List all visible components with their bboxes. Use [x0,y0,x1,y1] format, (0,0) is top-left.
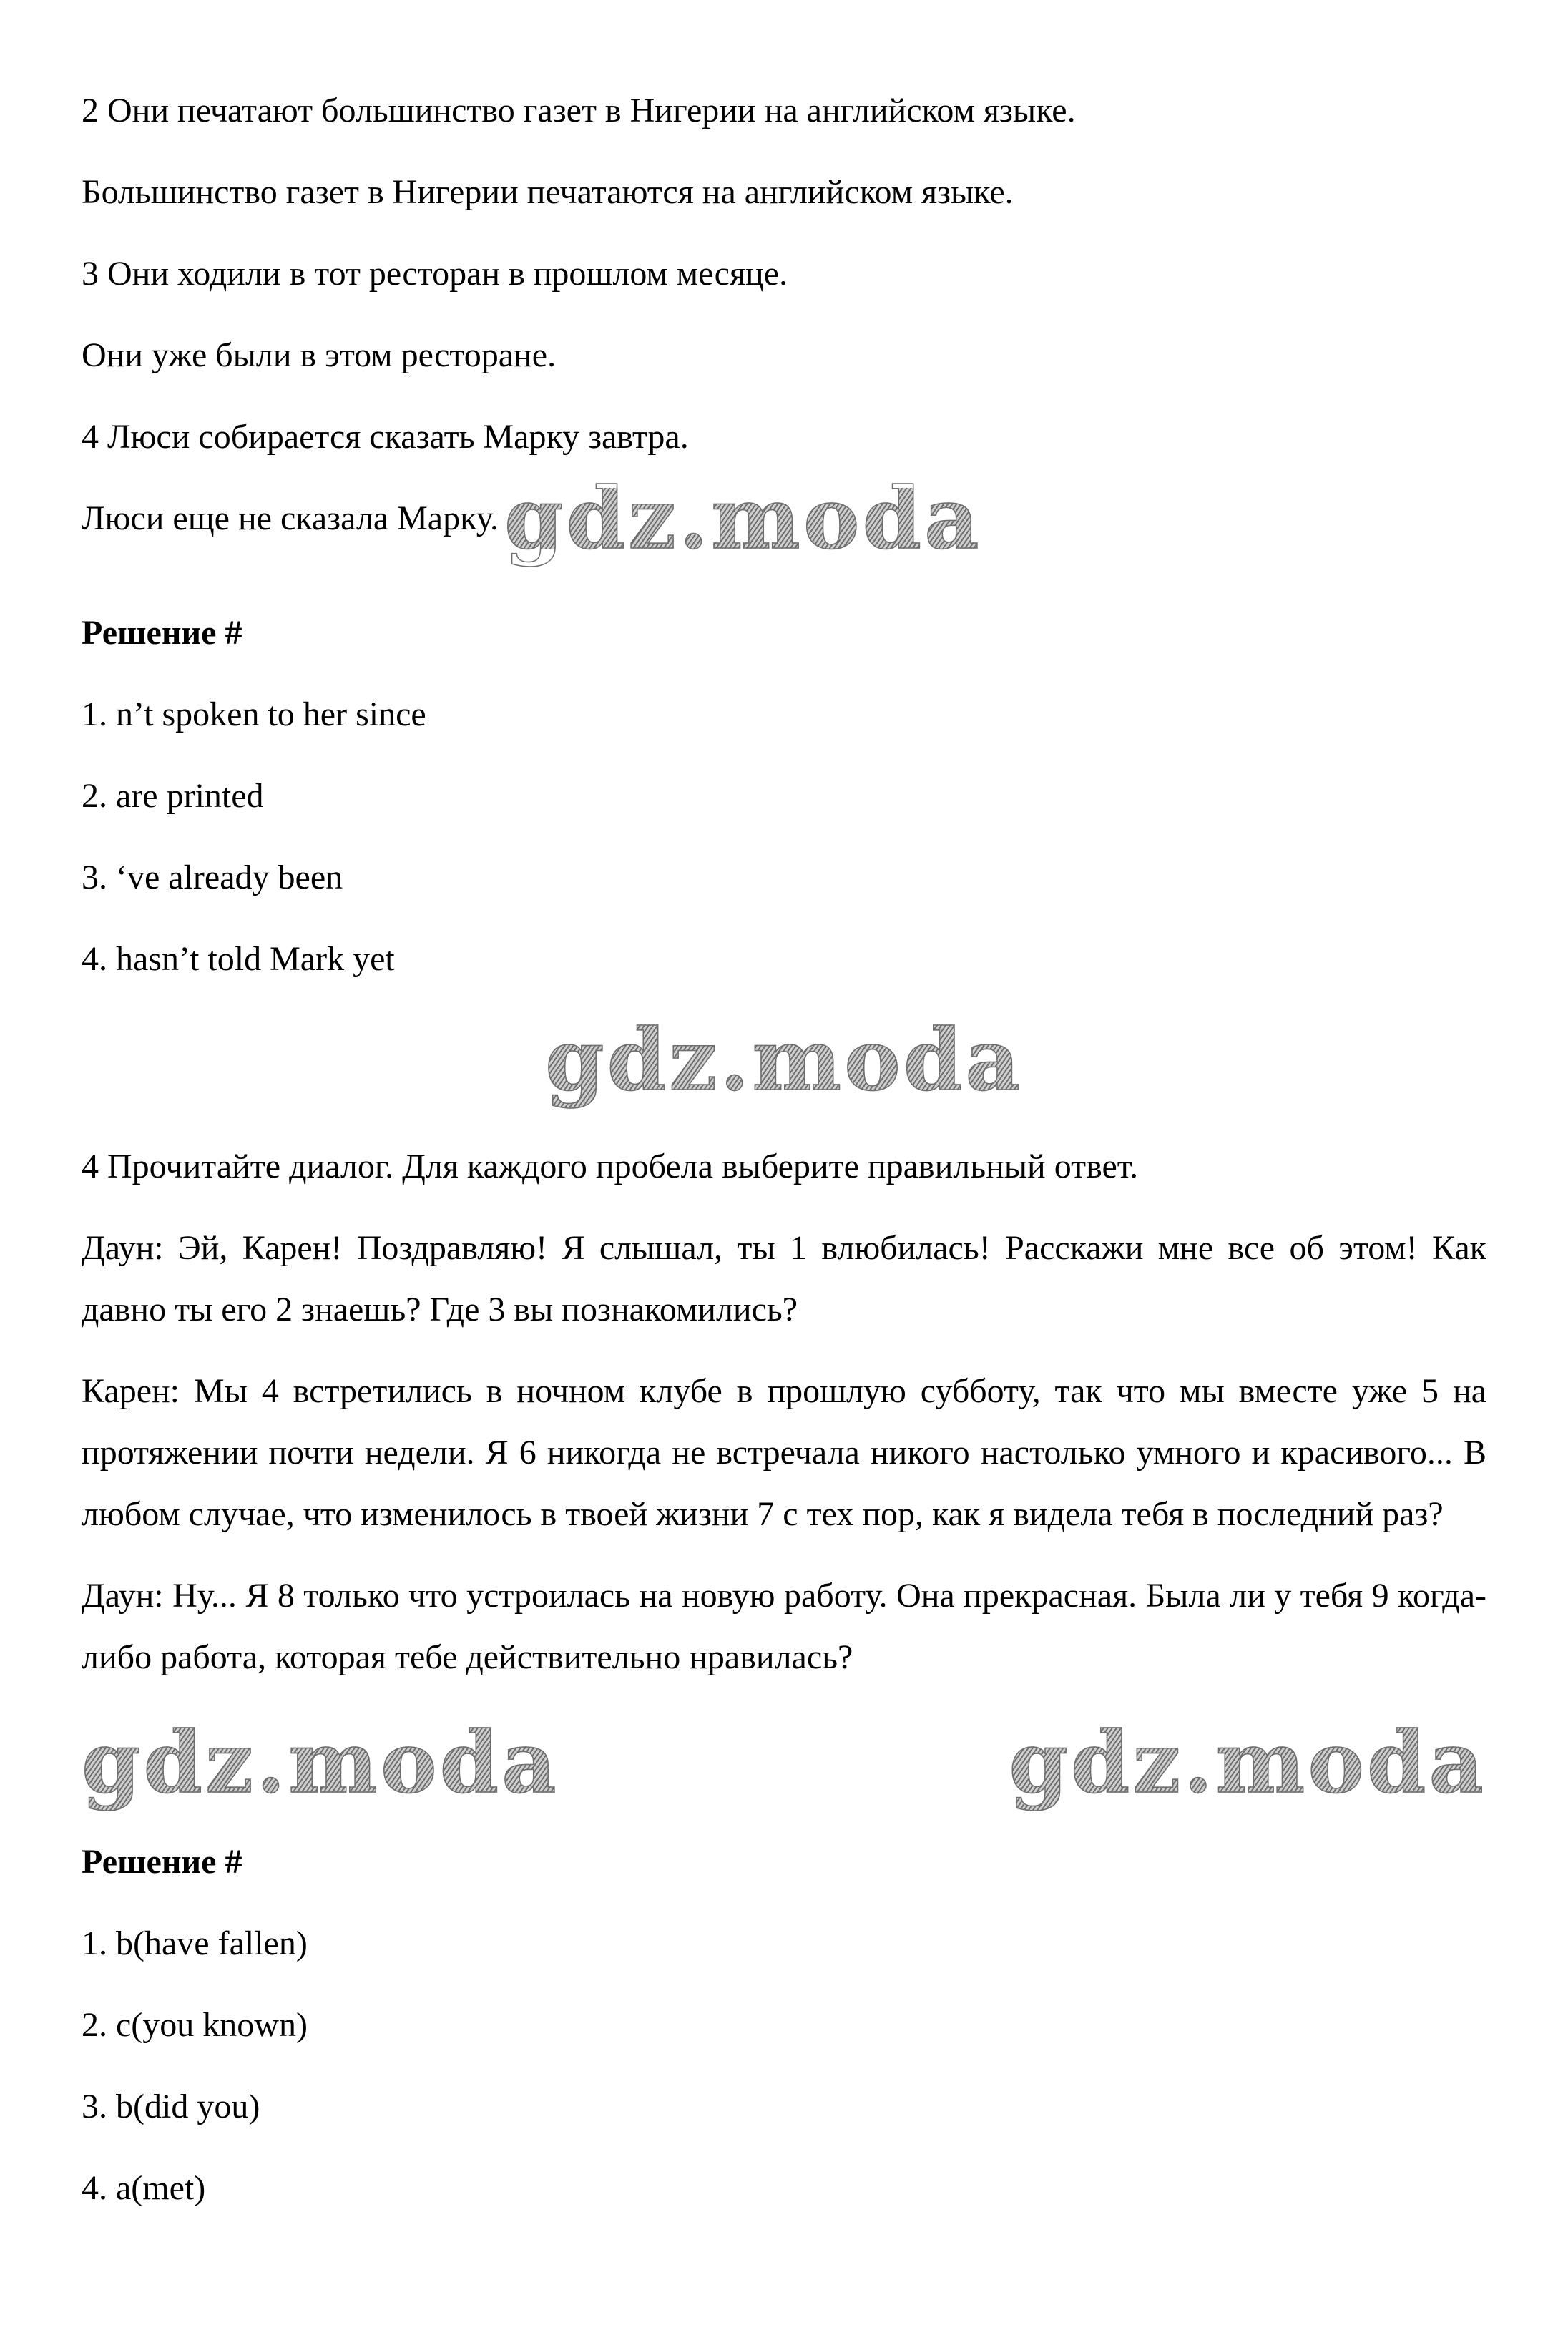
exercise-line: 3 Они ходили в тот ресторан в прошлом месяце. [82,255,788,293]
watermark: gdz.moda [82,1713,559,1812]
dialog-paragraph: Карен: Мы 4 встретились в ночном клубе в прошлую субботу, так что мы вместе уже 5 на протяжении почти недели. Я 6 никогда не встречала никого настолько умного и красивого... В любом случае, что изменилось в твоей жизни 7 с тех пор, как я видела тебя в последний раз? [82,1372,1486,1533]
solution-item: 4. hasn’t told Mark yet [82,940,395,978]
solution-item: 2. c(you known) [82,2006,308,2044]
solution-item: 3. ‘ve already been [82,858,343,896]
watermark-row-center [82,1010,1486,1110]
watermark: gdz.moda [1009,1713,1486,1812]
dialog-paragraph: Даун: Ну... Я 8 только что устроилась на новую работу. Она прекрасная. Была ли у тебя 9 когда- либо работа, которая тебе действительно нравилась? [82,1577,1486,1676]
exercise-line: Большинство газет в Нигерии печатаются на английском языке. [82,173,1014,211]
watermark: gdz.moda [545,1010,1023,1110]
solution-item: 1. b(have fallen) [82,1924,308,1962]
exercise-line-text: Люси еще не сказала Марку. [82,499,499,537]
exercise-line-with-watermark [82,469,1486,568]
solution-item: 2. are printed [82,777,264,815]
dialog-paragraph: Даун: Эй, Карен! Поздравляю! Я слышал, ты 1 влюбилась! Расскажи мне все об этом! Как давно ты его 2 знаешь? Где 3 вы познакомились? [82,1229,1486,1328]
solution-heading: Решение # [82,614,242,652]
solution-item: 3. b(did you) [82,2087,260,2125]
watermark: gdz.moda [504,469,982,568]
watermark-row-bottom [82,1713,1486,1813]
solution-item: 4. a(met) [82,2169,206,2207]
exercise-line: 2 Они печатают большинство газет в Нигерии на английском языке. [82,92,1076,129]
exercise-line: Они уже были в этом ресторане. [82,336,557,374]
task-intro: 4 Прочитайте диалог. Для каждого пробела выберите правильный ответ. [82,1147,1139,1185]
exercise-line: 4 Люси собирается сказать Марку завтра. [82,418,689,456]
solution-heading: Решение # [82,1843,242,1881]
solution-item: 1. n’t spoken to her since [82,695,426,733]
